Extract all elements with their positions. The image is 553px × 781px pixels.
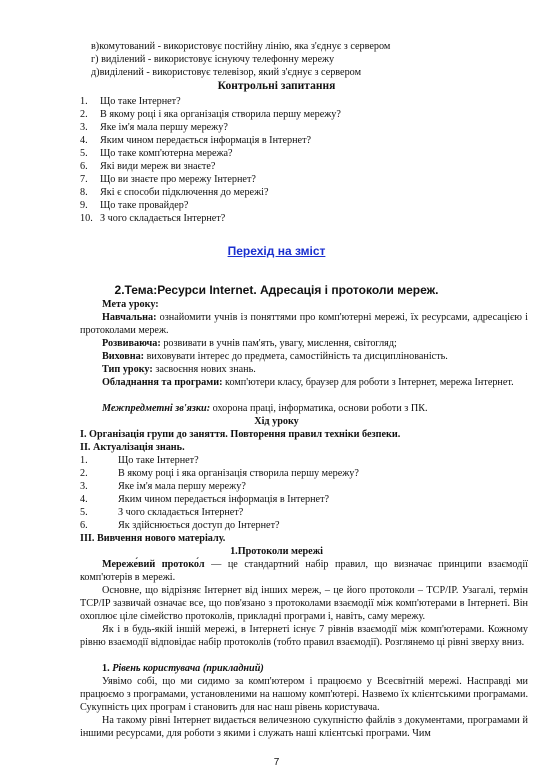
- list-item: Як здійснюється доступ до Інтернет?: [118, 520, 280, 531]
- control-questions-title: Контрольні запитання: [217, 80, 336, 92]
- table-of-contents-link[interactable]: Перехід на зміст: [227, 244, 326, 258]
- level-heading: 1. Рівень користувача (прикладний): [102, 663, 264, 674]
- section-heading: 1.Протоколи мережі: [230, 546, 323, 557]
- list-item: В якому році і яка організація створила першу мережу?: [118, 468, 359, 479]
- stage-3: III. Вивчення нового матеріалу.: [80, 533, 226, 544]
- goal-educational: Навчальна: ознайомити учнів із поняттями про комп'ютерні мережі, їх ресурсами, адресацією і протоколами мереж.: [80, 312, 528, 336]
- list-item: 10. З чого складається Інтернет?: [80, 213, 226, 224]
- goal-label: Мета уроку:: [102, 299, 159, 310]
- paragraph-internet-files: На такому рівні Інтернет видається величезною сукупністю файлів з документами, програмами й іншими ресурсами, для роботи з якими і служать наші клієнтські програми. Чим: [80, 715, 528, 739]
- list-item: Яке ім'я мала першу мережу?: [118, 481, 246, 492]
- option-d: д)виділений - використовує телевізор, який з'єднує з сервером: [91, 67, 362, 78]
- list-item: 1. Що таке Інтернет?: [80, 96, 181, 107]
- paragraph-levels: Як і в будь-якій іншій мережі, в Інтернеті існує 7 рівнів взаємодії між комп'ютерами. Кожному рівню взаємодії відповідає набір протоколів (тобто правил взаємодії). Розглянемо ці рівні зверху вниз.: [80, 624, 528, 648]
- list-item: 6. Які види мереж ви знаєте?: [80, 161, 216, 172]
- stage-1: I. Організація групи до заняття. Повторення правил техніки безпеки.: [80, 429, 401, 440]
- list-item: 7. Що ви знаєте про мережу Інтернет?: [80, 174, 256, 185]
- goal-upbringing: Виховна: виховувати інтерес до предмета, самостійність та дисциплінованість.: [102, 351, 448, 362]
- list-item: Що таке Інтернет?: [118, 455, 199, 466]
- list-item-number: 5.: [80, 507, 88, 518]
- option-v: в)комутований - використовує постійну лінію, яка з'єднує з сервером: [91, 41, 391, 52]
- list-item-number: 4.: [80, 494, 88, 505]
- paragraph-protocols: Основне, що відрізняє Інтернет від інших мереж, – це його протоколи – TCP/IP. Узагалі, термін TCP/IP зазвичай означає все, що пов'язано з протоколами взаємодії між комп'ютерами в Інтернеті. Він охоплює ціле сімейство протоколів, прикладні програми і, навіть, саму мережу.: [80, 585, 528, 622]
- interdisciplinary-links: Межпредметні зв'язки: охорона праці, інформатика, основи роботи з ПК.: [102, 403, 428, 414]
- option-g: г) виділений - використовує існуючу телефонну мережу: [91, 54, 335, 65]
- paragraph-user-level: Уявімо собі, що ми сидимо за комп'ютером і працюємо у Всесвітній мережі. Насправді ми працюємо з програмами, установленими на нашому комп'ютері. Назвемо їх клієнтськими програмами. Сукупність цих програм і становить для нас наш рівень користувача.: [80, 676, 528, 713]
- list-item: 2. В якому році і яка організація створила першу мережу?: [80, 109, 341, 120]
- list-item: З чого складається Інтернет?: [118, 507, 244, 518]
- list-item-number: 6.: [80, 520, 88, 531]
- equipment: Обладнання та програми: комп'ютери класу, браузер для роботи з Інтернет, мережа Інтернет.: [102, 377, 514, 388]
- list-item: 9. Що таке провайдер?: [80, 200, 189, 211]
- goal-developing: Розвиваюча: розвивати в учнів пам'ять, увагу, мислення, світогляд;: [102, 338, 397, 349]
- page-number: 7: [273, 757, 280, 768]
- list-item-number: 1.: [80, 455, 88, 466]
- list-item: Яким чином передається інформація в Інтернет?: [118, 494, 330, 505]
- list-item-number: 3.: [80, 481, 88, 492]
- list-item: 5. Що таке комп'ютерна мережа?: [80, 148, 233, 159]
- lesson-title: 2.Тема:Ресурси Internet. Адресація і протоколи мереж.: [114, 283, 439, 297]
- list-item: 3. Яке ім'я мала першу мережу?: [80, 122, 228, 133]
- stage-2: II. Актуалізація знань.: [80, 442, 185, 453]
- lesson-type: Тип уроку: засвоєння нових знань.: [102, 364, 256, 375]
- protocol-definition: Мереже́вий протоко́л — це стандартний набір правил, що визначає принципи взаємодії комп'ютерів в мережі.: [80, 559, 528, 583]
- list-item: 4. Яким чином передається інформація в Інтернет?: [80, 135, 312, 146]
- course-title: Хід уроку: [254, 416, 299, 427]
- list-item-number: 2.: [80, 468, 88, 479]
- list-item: 8. Які є способи підключення до мережі?: [80, 187, 269, 198]
